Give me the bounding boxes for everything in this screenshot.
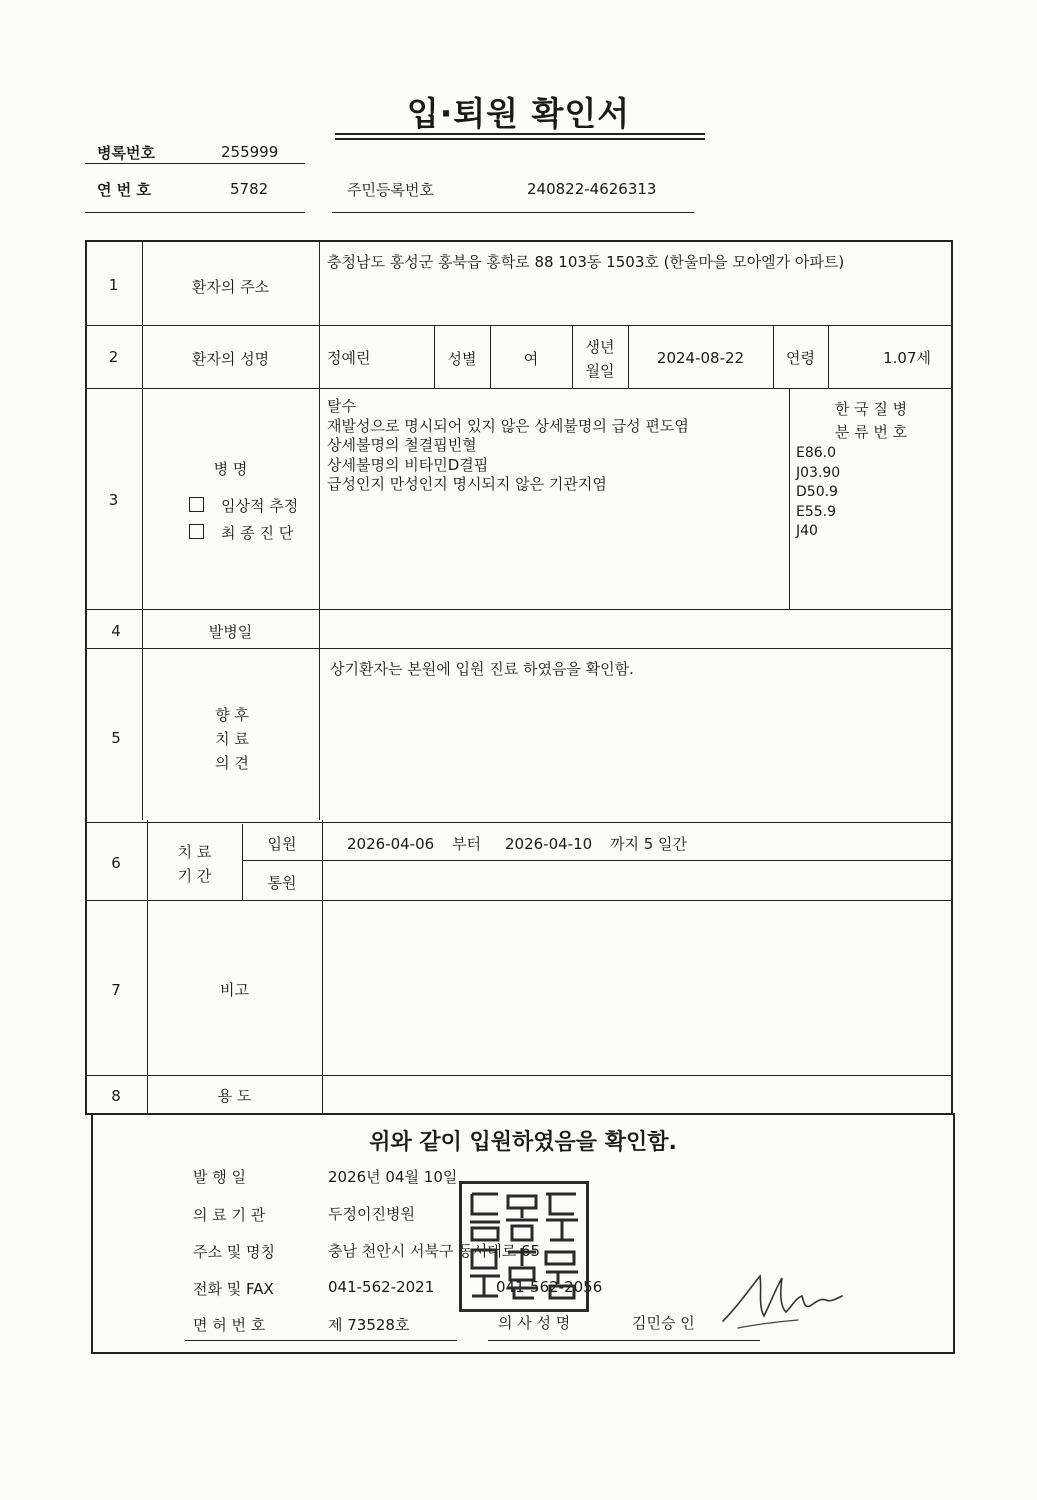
address-value: 충청남도 홍성군 홍북읍 홍학로 88 103동 1503호 (한울마을 모아엘가 아파트) <box>327 253 845 271</box>
address-label: 주소 및 명칭 <box>193 1243 275 1261</box>
sex-value: 여 <box>523 350 539 368</box>
record-no-label: 병록번호 <box>97 144 155 162</box>
dob-label: 생년 <box>585 338 615 356</box>
age-value: 1.07세 <box>883 349 931 367</box>
address-value: 충남 천안시 서북구 동서대로 65 <box>328 1242 541 1260</box>
period-label: 기 간 <box>177 867 212 885</box>
phone-label: 전화 및 FAX <box>193 1280 274 1298</box>
diagnosis-list <box>327 397 689 495</box>
inpatient-label: 입원 <box>267 835 297 853</box>
row-number: 3 <box>108 491 119 509</box>
row-divider <box>85 900 953 901</box>
onset-label: 발병일 <box>208 623 253 641</box>
code-item: E55.9 <box>796 503 837 520</box>
row-number: 6 <box>111 854 121 872</box>
row-number: 8 <box>111 1087 121 1105</box>
name-value: 정예린 <box>327 349 371 367</box>
clinical-estimate-checkbox[interactable] <box>189 497 204 512</box>
fax-value: 041-562-2056 <box>496 1278 603 1296</box>
code-item: J40 <box>796 523 818 539</box>
page-title: 입·퇴원 확인서 <box>406 94 631 133</box>
opinion-text: 상기환자는 본원에 입원 진료 하였음을 확인함. <box>330 660 634 678</box>
row-number: 4 <box>111 622 121 640</box>
rrn-label: 주민등록번호 <box>347 181 434 199</box>
row-divider <box>85 609 953 610</box>
title-underline <box>335 133 705 135</box>
title-underline-2 <box>335 138 705 140</box>
issue-date-label: 발 행 일 <box>193 1168 247 1186</box>
period-to-word: 까지 5 일간 <box>610 835 688 853</box>
divider <box>85 212 305 213</box>
record-no-value: 255999 <box>221 143 279 161</box>
institution-value: 두정이진병원 <box>328 1205 415 1223</box>
doctor-signature-icon <box>718 1266 858 1336</box>
diagnosis-item: 상세불명의 철결핍빈혈 <box>327 436 477 454</box>
serial-value: 5782 <box>230 180 269 198</box>
row-divider <box>242 860 953 861</box>
opinion-label: 의 견 <box>215 754 249 772</box>
dob-value: 2024-08-22 <box>656 349 745 367</box>
license-label: 면 허 번 호 <box>193 1316 266 1334</box>
opinion-label: 치 료 <box>215 730 249 748</box>
rrn-value: 240822-4626313 <box>527 180 657 198</box>
seal-glyphs-icon <box>462 1184 586 1309</box>
code-header: 분 류 번 호 <box>834 423 908 441</box>
name-label: 환자의 성명 <box>191 350 270 368</box>
row-number: 5 <box>111 729 121 747</box>
row-divider <box>85 648 953 649</box>
row-divider <box>85 325 953 326</box>
period-from-word: 부터 <box>452 835 481 853</box>
row-number: 2 <box>108 348 119 366</box>
row-number: 1 <box>108 276 119 294</box>
opinion-label: 향 후 <box>215 706 249 724</box>
final-diagnosis-label: 최 종 진 단 <box>221 524 294 542</box>
row-divider <box>85 388 953 389</box>
period-to: 2026-04-10 <box>505 835 593 853</box>
diagnosis-label: 병 명 <box>213 460 248 478</box>
phone-value: 041-562-2021 <box>328 1278 435 1296</box>
diagnosis-item: 급성인지 만성인지 명시되지 않은 기관지염 <box>327 475 607 493</box>
divider <box>85 163 305 164</box>
code-list <box>796 444 840 542</box>
final-diagnosis-checkbox[interactable] <box>189 524 204 539</box>
row-divider <box>85 822 953 823</box>
serial-label: 연 번 호 <box>97 181 151 199</box>
issue-date-value: 2026년 04월 10일 <box>328 1168 458 1186</box>
diagnosis-item: 재발성으로 명시되어 있지 않은 상세불명의 급성 편도염 <box>327 416 689 435</box>
address-label: 환자의 주소 <box>191 278 270 296</box>
sex-label: 성별 <box>447 350 477 368</box>
divider <box>185 1340 457 1341</box>
col-divider <box>322 820 323 1115</box>
diagnosis-item: 상세불명의 비타민D결핍 <box>327 455 489 474</box>
doctor-value: 김민승 인 <box>632 1314 695 1332</box>
dob-label: 월일 <box>585 362 615 380</box>
code-item: E86.0 <box>796 445 837 461</box>
institution-label: 의 료 기 관 <box>193 1206 266 1224</box>
age-label: 연령 <box>786 349 815 367</box>
row-number: 7 <box>111 981 121 999</box>
license-value: 제 73528호 <box>328 1316 410 1334</box>
divider <box>332 212 694 213</box>
code-item: D50.9 <box>796 484 838 500</box>
confirm-statement: 위와 같이 입원하였음을 확인함. <box>369 1130 677 1155</box>
divider <box>488 1340 760 1341</box>
doctor-label: 의 사 성 명 <box>498 1314 571 1332</box>
remarks-label: 비고 <box>220 981 249 999</box>
clinical-estimate-label: 임상적 추정 <box>221 497 299 515</box>
code-header: 한 국 질 병 <box>834 400 908 418</box>
diagnosis-item: 탈수 <box>327 397 356 415</box>
hospital-seal <box>459 1181 589 1312</box>
row-divider <box>85 1075 953 1076</box>
code-item: J03.90 <box>796 464 841 481</box>
purpose-label: 용 도 <box>217 1087 252 1105</box>
outpatient-label: 통원 <box>267 874 297 892</box>
period-label: 치 료 <box>177 843 212 861</box>
period-from: 2026-04-06 <box>347 835 435 853</box>
